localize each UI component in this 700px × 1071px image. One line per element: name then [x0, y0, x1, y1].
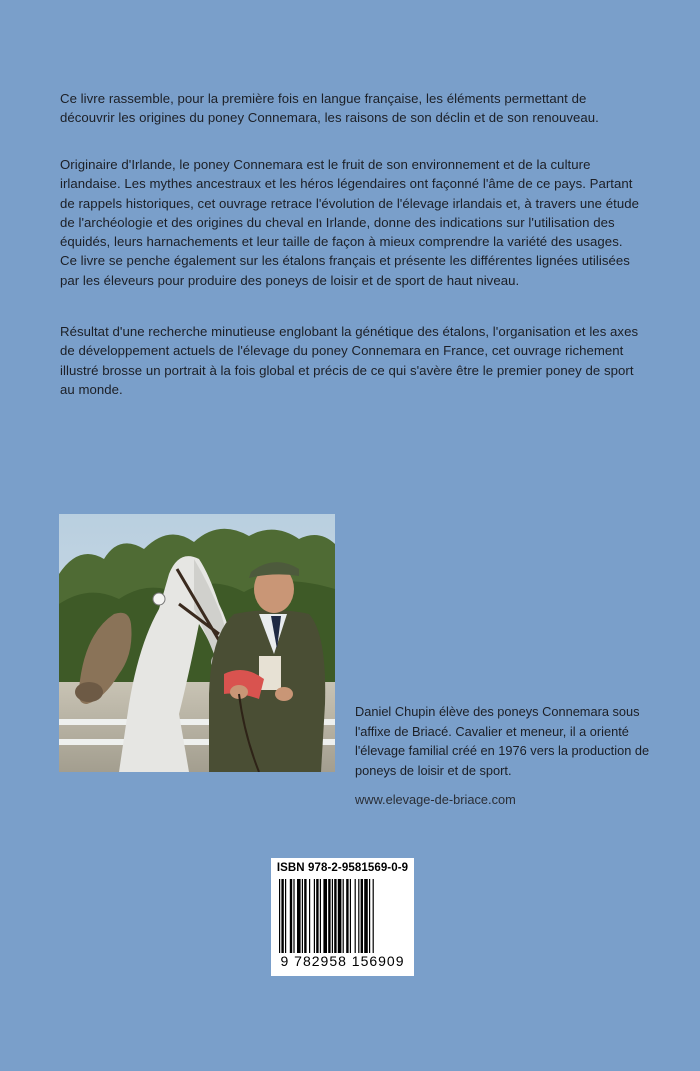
paragraph-text: Ce livre rassemble, pour la première fois en langue française, les éléments permettant de découvrir les origines du poney Connemara, les raisons de son déclin et de son renouveau. [60, 91, 599, 126]
description-paragraph-3 [60, 322, 642, 399]
author-bio: Daniel Chupin élève des poneys Connemara sous l'affixe de Briacé. Cavalier et meneur, il a orienté l'élevage familial créé en 1976 vers la production de poneys de loisir et de sport. [355, 704, 650, 778]
author-website: www.elevage-de-briace.com [355, 792, 516, 807]
isbn-barcode [271, 858, 414, 976]
paragraph-text: Originaire d'Irlande, le poney Connemara est le fruit de son environnement et de la culture irlandaise. Les mythes ancestraux et les héros légendaires ont façonné l'âme de ce pays. Partant de rappels historiques, cet ouvrage retrace l'évolution de l'élevage irlandais et, à travers une étude de l'archéologie et des origines du cheval en Irlande, donne des indications sur l'utilisation des équidés, leurs harnachements et leur taille de façon à mieux comprendre la variété des usages. Ce livre se penche également sur les étalons français et présente les différentes lignées utilisées par les éleveurs pour produire des poneys de loisir et de sport de haut niveau. [60, 157, 640, 288]
author-photo [59, 514, 335, 772]
description-paragraph-2 [60, 155, 642, 290]
paragraph-text: Résultat d'une recherche minutieuse englobant la génétique des étalons, l'organisation et les axes de développement actuels de l'élevage du poney Connemara en France, cet ouvrage richement illustré brosse un portrait à la fois global et précis de ce qui s'avère être le premier poney de sport au monde. [60, 324, 639, 397]
description-paragraph-1 [60, 89, 642, 128]
author-with-ponies-illustration [59, 514, 335, 772]
isbn-label: ISBN 978-2-9581569-0-9 [276, 862, 409, 874]
ean-digits: 9 782958 156909 [280, 953, 405, 969]
barcode-bars [279, 879, 406, 955]
